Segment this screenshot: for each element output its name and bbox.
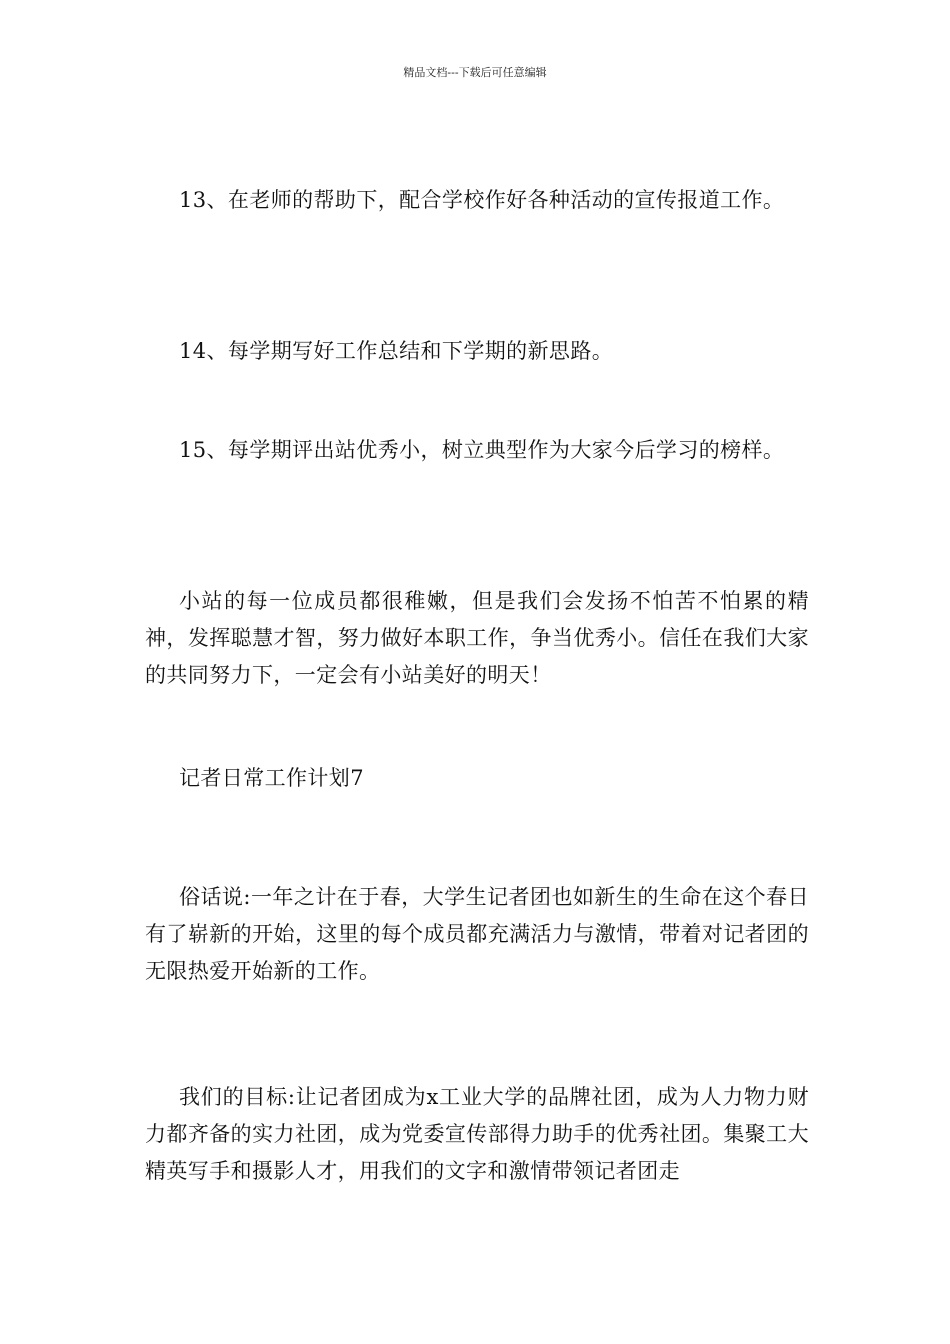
list-item-14: 14、每学期写好工作总结和下学期的新思路。 [179,339,614,363]
page-header: 精品文档---下载后可任意编辑 [403,66,547,79]
intro-paragraph: 俗话说:一年之计在于春，大学生记者团也如新生的生命在这个春日有了崭新的开始，这里的每个成员都充满活力与激情，带着对记者团的无限热爱开始新的工作。 [145,885,809,983]
list-item-13: 13、在老师的帮助下，配合学校作好各种活动的宣传报道工作。 [179,188,785,212]
closing-paragraph: 小站的每一位成员都很稚嫩，但是我们会发扬不怕苦不怕累的精神，发挥聪慧才智，努力做好本职工作，争当优秀小。信任在我们大家的共同努力下，一定会有小站美好的明天！ [145,589,809,687]
goal-paragraph: 我们的目标:让记者团成为x工业大学的品牌社团，成为人力物力财力都齐备的实力社团，成为党委宣传部得力助手的优秀社团。集聚工大精英写手和摄影人才，用我们的文字和激情带领记者团走 [145,1085,809,1183]
list-item-15: 15、每学期评出站优秀小，树立典型作为大家今后学习的榜样。 [179,438,785,462]
section-title: 记者日常工作计划7 [179,766,364,790]
